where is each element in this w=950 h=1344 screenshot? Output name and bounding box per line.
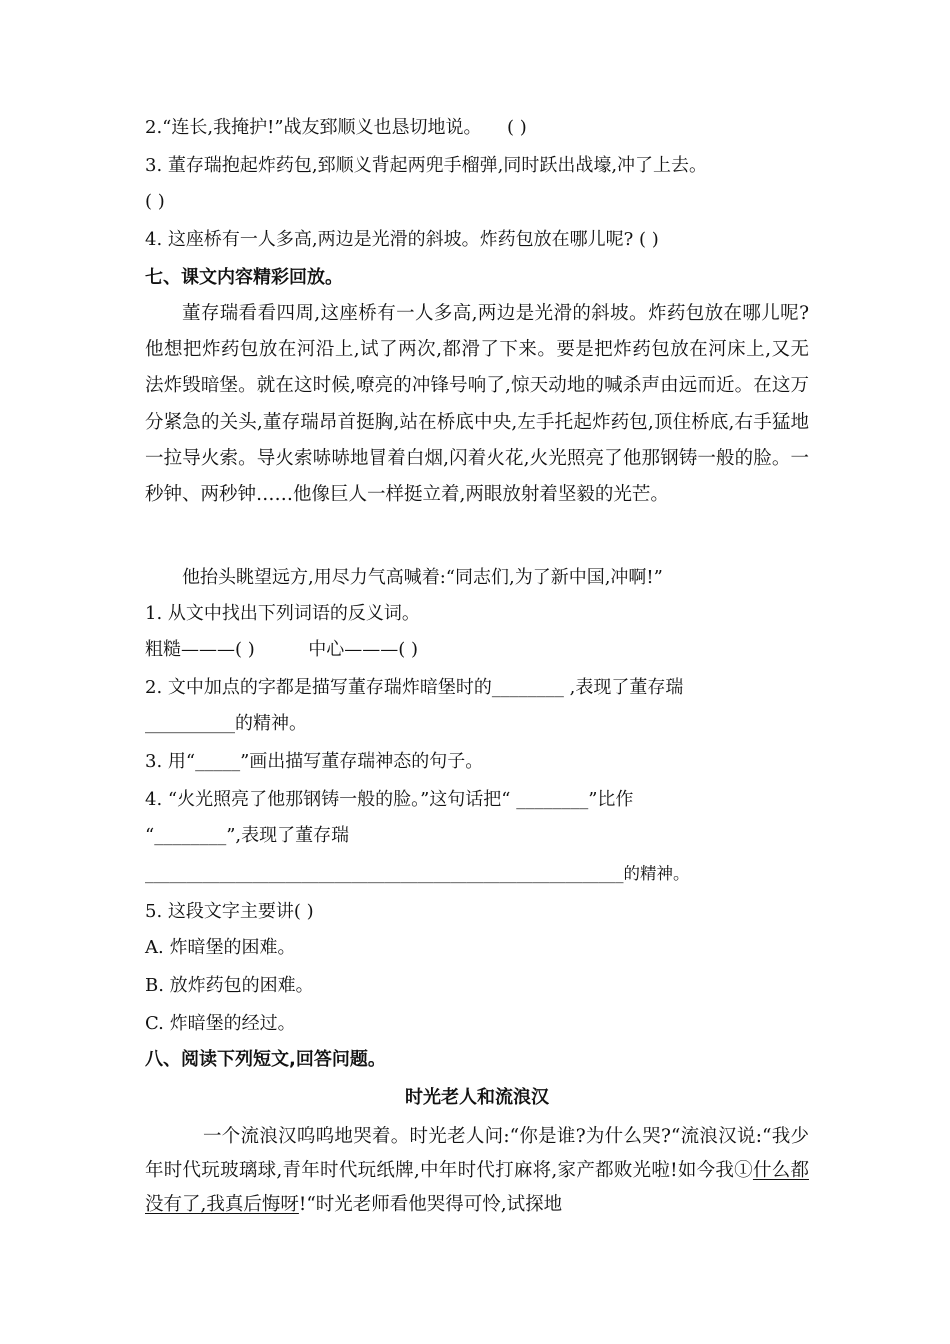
story-text-end: !“时光老师看他哭得可怜,试探地 (298, 1194, 563, 1215)
answer-paren[interactable]: ( ) (507, 117, 527, 138)
section-heading: 七、课文内容精彩回放。 (145, 267, 343, 288)
question-4-line-3: __________________________________________________________的精神。 (145, 864, 690, 883)
underlined-sentence: 什么都没有了,我真后悔呀 (145, 1160, 809, 1215)
option-b[interactable]: B. 放炸药包的困难。 (145, 975, 314, 996)
item-q3: 3. 董存瑞抱起炸药包,郅顺义背起两兜手榴弹,同时跃出战壕,冲了上去。 (145, 155, 708, 176)
antonym-blank-2[interactable]: 中心———( ) (308, 639, 419, 660)
question-5: 5. 这段文字主要讲( ) (145, 901, 314, 922)
option-c[interactable]: C. 炸暗堡的经过。 (145, 1013, 296, 1034)
question-4-line-2: “________”,表现了董存瑞 (145, 825, 350, 846)
item-q2 (145, 116, 809, 140)
passage-paragraph-2: 他抬头眺望远方,用尽力气高喊着:“同志们,为了新中国,冲啊!” (182, 567, 663, 588)
question-1-blanks (145, 638, 809, 662)
section-heading: 八、阅读下列短文,回答问题。 (145, 1049, 386, 1070)
answer-paren[interactable]: ( ) (639, 229, 659, 250)
story-text: 一个流浪汉呜呜地哭着。时光老人问:“你是谁?为什么哭?“流浪汉说:“我少年时代玩玻璃球,青年时代玩纸牌,中年时代打麻将,家产都败光啦!如今我① (145, 1126, 809, 1181)
question-2-line-1: 2. 文中加点的字都是描写董存瑞炸暗堡时的________ ,表现了董存瑞 (145, 677, 684, 698)
question-2-line-2: __________的精神。 (145, 713, 307, 734)
story-title: 时光老人和流浪汉 (405, 1087, 549, 1108)
antonym-blank-1[interactable]: 粗糙———( ) (145, 639, 255, 660)
question-3: 3. 用“_____”画出描写董存瑞神态的句子。 (145, 751, 484, 772)
passage-paragraph: 董存瑞看看四周,这座桥有一人多高,两边是光滑的斜坡。炸药包放在哪儿呢?他想把炸药包放在河沿上,试了两次,都滑了下来。要是把炸药包放在河床上,又无法炸毁暗堡。就在这时候,嘹亮的冲锋号响了,惊天动地的喊杀声由远而近。在这万分紧急的关头,董存瑞昂首挺胸,站在桥底中央,左手托起炸药包,顶住桥底,右手猛地一拉导火索。导火索哧哧地冒着白烟,闪着火花,火光照亮了他那钢铸一般的脸。一秒钟、两秒钟……他像巨人一样挺立着,两眼放射着坚毅的光芒。 (145, 303, 809, 506)
question-4-line-1: 4. “火光照亮了他那钢铸一般的脸。”这句话把“ ________”比作 (145, 789, 634, 810)
item-q4 (145, 228, 809, 252)
question-1: 1. 从文中找出下列词语的反义词。 (145, 603, 420, 624)
item-q2-text: 2.“连长,我掩护!”战友郅顺义也恳切地说。 (145, 117, 482, 138)
answer-paren[interactable]: ( ) (145, 191, 165, 212)
option-a[interactable]: A. 炸暗堡的困难。 (145, 937, 296, 958)
story-paragraph (145, 1120, 809, 1230)
item-q4-text: 4. 这座桥有一人多高,两边是光滑的斜坡。炸药包放在哪儿呢? (145, 229, 634, 250)
